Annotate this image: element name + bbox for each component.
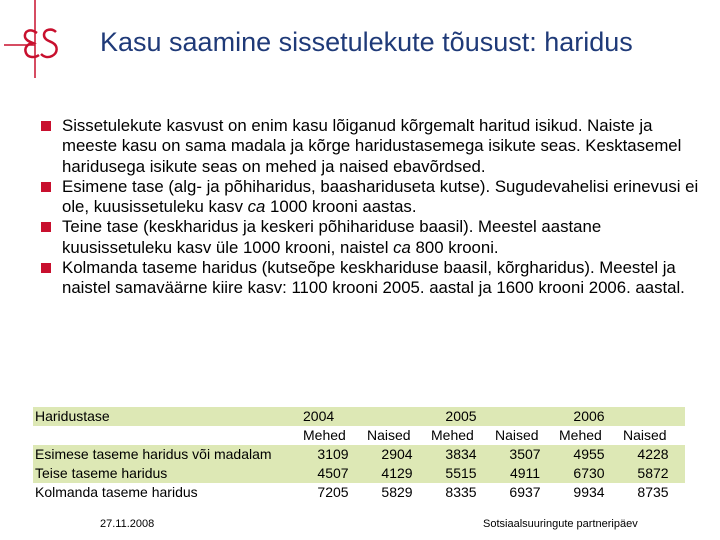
table-row-label: Kolmanda taseme haridus [33,483,301,502]
table-year: 2004 [301,407,365,426]
income-table [33,407,685,502]
bullet-item [40,116,700,177]
es-logo [0,0,70,80]
bullet-item [40,258,700,299]
bullet-text-before: Teine tase (keskharidus ja keskeri põhihariduse baasil). Meestel aastane kuusissetuleku kasv üle 1000 krooni, naistel [62,217,602,257]
bullet-text-after: 1000 krooni aastas. [265,197,417,217]
table-cell: 5515 [429,464,493,483]
footer-event: Sotsiaalsuuringute partneripäev [483,518,638,530]
table-row [33,464,685,483]
table-cell: 4129 [365,464,429,483]
table-cell: 7205 [301,483,365,502]
square-bullet-icon [41,182,51,192]
table-cell: 9934 [557,483,621,502]
bullet-text-italic: ca [393,237,411,257]
square-bullet-icon [41,222,51,232]
bullet-list [40,116,700,299]
footer-date: 27.11.2008 [100,518,155,530]
table-header-label: Haridustase [33,407,301,426]
table-cell: 4955 [557,445,621,464]
table-cell: 3507 [493,445,557,464]
table-cell: 4228 [621,445,685,464]
table-subheader: Mehed [429,426,493,445]
table-cell: 8335 [429,483,493,502]
slide-title: Kasu saamine sissetulekute tõusust: haridus [100,27,633,57]
bullet-text: Kolmanda taseme haridus (kutseõpe keskhariduse baasil, kõrgharidus). Meestel ja naistel samaväärne kiire kasv: 1100 krooni 2005. aastal ja 1600 krooni 2006. aastal. [62,258,685,298]
table-cell: 6937 [493,483,557,502]
table-subheader: Naised [621,426,685,445]
table-cell: 4507 [301,464,365,483]
table-row [33,445,685,464]
square-bullet-icon [41,121,51,131]
table-subheader: Mehed [301,426,365,445]
table-cell: 5829 [365,483,429,502]
table-cell: 4911 [493,464,557,483]
table-year: 2006 [557,407,621,426]
square-bullet-icon [41,263,51,273]
bullet-item [40,217,700,258]
bullet-text: Sissetulekute kasvust on enim kasu lõiganud kõrgemalt haritud isikud. Naiste ja meeste kasu on sama madala ja kõrge haridustasemega isikute seas. Kesktasemel haridusega isikute seas on mehed ja naised ebavõrdsed. [62,116,682,176]
table-cell: 2904 [365,445,429,464]
table-year-row [33,407,685,426]
table-row-label: Esimese taseme haridus või madalam [33,445,301,464]
es-logo-icon [0,0,70,80]
table-cell: 8735 [621,483,685,502]
table-cell: 3109 [301,445,365,464]
table-row [33,483,685,502]
table-cell: 5872 [621,464,685,483]
table-cell: 6730 [557,464,621,483]
table-subheader: Naised [493,426,557,445]
bullet-text-italic: ca [247,197,266,217]
table-subheader: Naised [365,426,429,445]
table-row-label: Teise taseme haridus [33,464,301,483]
bullet-text-before: Esimene tase (alg- ja põhiharidus, baashariduseta kutse). Sugudevahelisi erinevusi ei ole, kuusissetuleku kasv [62,176,699,217]
bullet-item [40,177,700,218]
table-subheader: Mehed [557,426,621,445]
table-subheader-row [33,426,685,445]
bullet-text-after: 800 krooni. [410,237,499,257]
table-cell: 3834 [429,445,493,464]
table-year: 2005 [429,407,493,426]
